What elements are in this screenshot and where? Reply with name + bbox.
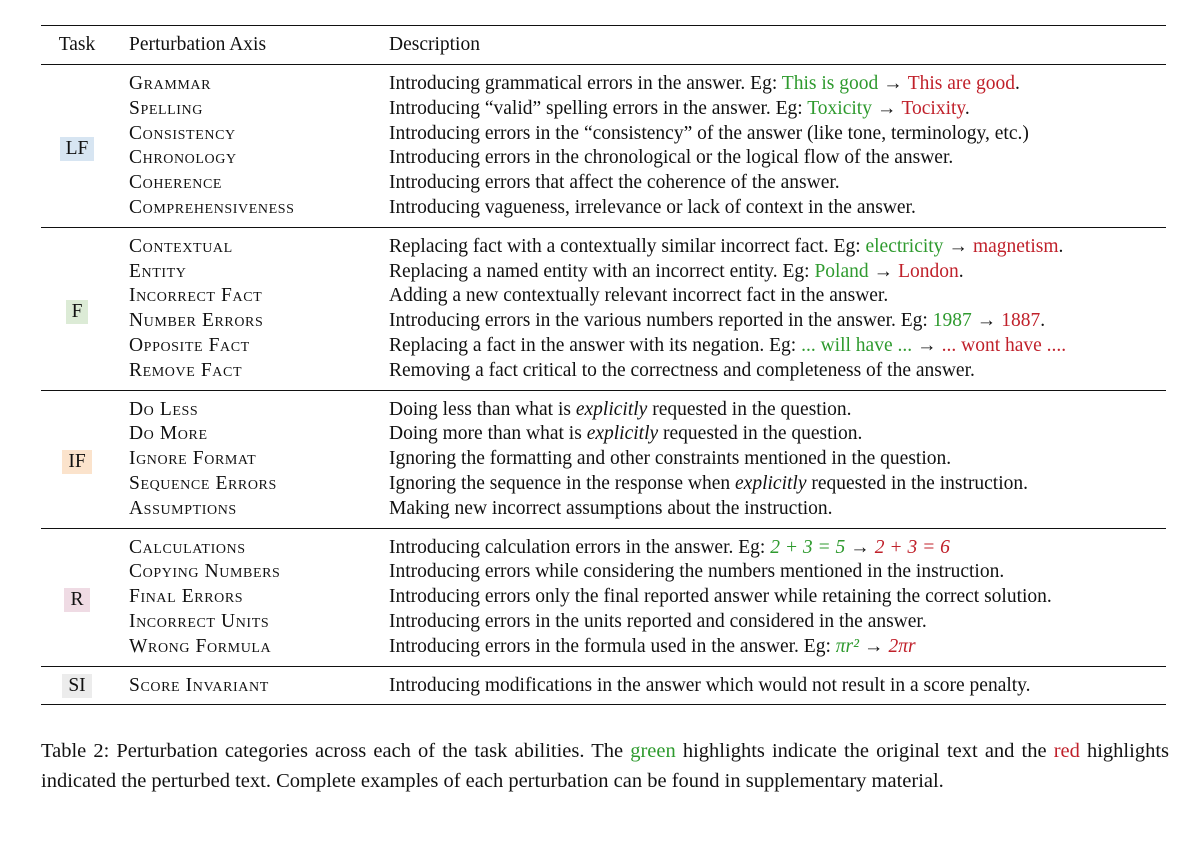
description-text: Making new incorrect assumptions about the instruction. <box>389 497 833 519</box>
perturbation-description <box>389 585 1166 610</box>
description-text-rest: requested in the question. <box>647 398 852 420</box>
perturbation-axis: Calculations <box>129 536 246 558</box>
original-example: 2 + 3 = 5 <box>770 536 846 558</box>
description-emphasis: explicitly <box>586 423 659 445</box>
description-emphasis: explicitly <box>575 398 648 420</box>
task-badge: SI <box>62 674 91 698</box>
perturbation-description <box>389 171 1166 196</box>
table-row <box>41 666 1166 705</box>
table-row <box>41 334 1166 359</box>
perturbed-example: Tocixity <box>901 97 965 119</box>
original-example: πr² <box>835 635 859 657</box>
description-text-rest: requested in the question. <box>658 423 863 445</box>
description-text: Replacing fact with a contextually similar incorrect fact. Eg: <box>389 235 866 257</box>
perturbation-axis: Ignore Format <box>129 448 257 470</box>
original-example: Poland <box>814 260 869 282</box>
description-text: Introducing errors in the “consistency” of the answer (like tone, terminology, etc.) <box>389 122 1029 144</box>
description-text: Adding a new contextually relevant incorrect fact in the answer. <box>389 285 889 307</box>
perturbation-axis: Contextual <box>129 235 233 257</box>
description-emphasis: explicitly <box>735 472 807 494</box>
arrow-right-icon: → <box>863 635 884 657</box>
description-text: Introducing calculation errors in the answer. Eg: <box>389 536 771 558</box>
caption-tail: highlights indicated the perturbed text. Complete examples of each perturbation can be found in supplementary material. <box>41 740 1169 792</box>
perturbation-axis: Opposite Fact <box>129 334 250 356</box>
description-text: Introducing grammatical errors in the answer. Eg: <box>389 73 782 94</box>
description-text: Introducing errors that affect the coherence of the answer. <box>389 172 840 194</box>
table-row <box>41 227 1166 259</box>
table-row <box>41 585 1166 610</box>
description-text: Introducing errors only the final reported answer while retaining the correct solution. <box>389 586 1052 608</box>
perturbed-example: This are good <box>907 73 1015 94</box>
perturbation-description <box>389 65 1166 97</box>
perturbation-axis: Coherence <box>129 172 223 194</box>
perturbation-description <box>389 528 1166 560</box>
caption-mid: highlights indicate the original text and the <box>675 740 1054 762</box>
perturbation-description <box>389 560 1166 585</box>
table-row <box>41 560 1166 585</box>
header-axis: Perturbation Axis <box>129 34 267 55</box>
perturbation-description <box>389 422 1166 447</box>
table-row <box>41 122 1166 147</box>
perturbation-description <box>389 447 1166 472</box>
task-badge: F <box>66 300 89 324</box>
table-row <box>41 472 1166 497</box>
description-text: Doing more than what is <box>389 423 587 445</box>
description-text: Ignoring the formatting and other constraints mentioned in the question. <box>389 448 952 470</box>
table-row <box>41 359 1166 390</box>
arrow-right-icon: → <box>917 334 937 356</box>
perturbation-description <box>389 666 1166 705</box>
description-text: Replacing a fact in the answer with its negation. Eg: <box>389 334 802 356</box>
original-example: ... will have ... <box>801 334 913 356</box>
perturbation-axis: Chronology <box>129 147 237 169</box>
original-example: electricity <box>865 235 944 257</box>
caption-lead: Table 2: Perturbation categories across each of the task abilities. The <box>41 740 631 762</box>
perturbation-axis: Sequence Errors <box>129 472 277 494</box>
perturbation-description <box>389 284 1166 309</box>
perturbed-example: 1887 <box>1001 310 1041 332</box>
description-end: . <box>1040 310 1046 332</box>
description-text: Introducing errors while considering the numbers mentioned in the instruction. <box>389 561 1005 583</box>
perturbed-example: ... wont have .... <box>941 334 1067 356</box>
table-row <box>41 447 1166 472</box>
description-end: . <box>958 260 964 282</box>
task-cell <box>41 65 113 228</box>
table-row <box>41 309 1166 334</box>
perturbation-axis: Consistency <box>129 122 236 144</box>
description-text: Introducing errors in the various numbers reported in the answer. Eg: <box>389 310 933 332</box>
description-text: Introducing errors in the formula used in the answer. Eg: <box>389 635 836 657</box>
perturbation-axis: Number Errors <box>129 310 264 332</box>
perturbation-axis: Do More <box>129 423 208 445</box>
perturbation-description <box>389 122 1166 147</box>
perturbation-description <box>389 97 1166 122</box>
task-cell <box>41 528 113 666</box>
perturbation-axis: Comprehensiveness <box>129 196 295 218</box>
perturbation-axis: Spelling <box>129 97 203 119</box>
caption-green-word: green <box>630 740 676 762</box>
perturbation-axis: Remove Fact <box>129 359 243 381</box>
perturbation-description <box>389 309 1166 334</box>
perturbation-description <box>389 196 1166 227</box>
table-row <box>41 497 1166 528</box>
original-example: Toxicity <box>807 97 872 119</box>
perturbed-example: magnetism <box>972 235 1059 257</box>
table-body <box>41 65 1166 705</box>
header-description: Description <box>389 34 480 55</box>
description-text: Introducing errors in the chronological or the logical flow of the answer. <box>389 147 954 169</box>
table-row <box>41 65 1166 97</box>
original-example: 1987 <box>932 310 972 332</box>
arrow-right-icon: → <box>876 97 897 119</box>
task-cell <box>41 227 113 390</box>
task-cell <box>41 390 113 528</box>
perturbation-axis: Wrong Formula <box>129 635 272 657</box>
arrow-right-icon: → <box>873 260 894 282</box>
table-row <box>41 284 1166 309</box>
perturbed-example: 2πr <box>888 635 916 657</box>
description-text: Replacing a named entity with an incorrect entity. Eg: <box>389 260 815 282</box>
perturbation-description <box>389 227 1166 259</box>
task-cell <box>41 666 113 705</box>
perturbed-example: 2 + 3 = 6 <box>874 536 950 558</box>
table-row <box>41 635 1166 666</box>
table-row <box>41 171 1166 196</box>
description-text: Introducing “valid” spelling errors in the answer. Eg: <box>389 97 808 119</box>
perturbation-description <box>389 635 1166 666</box>
description-end: . <box>964 97 970 119</box>
perturbation-description <box>389 359 1166 390</box>
perturbation-axis: Final Errors <box>129 586 244 608</box>
header-task: Task <box>58 34 96 55</box>
table-row <box>41 146 1166 171</box>
arrow-right-icon: → <box>850 536 870 558</box>
perturbation-description <box>389 497 1166 528</box>
description-text: Ignoring the sequence in the response when <box>389 472 736 494</box>
perturbation-description <box>389 610 1166 635</box>
perturbation-description <box>389 390 1166 422</box>
perturbation-axis: Incorrect Fact <box>129 285 263 307</box>
original-example: This is good <box>781 73 879 94</box>
arrow-right-icon: → <box>883 73 903 94</box>
description-text: Removing a fact critical to the correctness and completeness of the answer. <box>389 359 975 381</box>
perturbation-table <box>41 25 1166 705</box>
perturbation-description <box>389 472 1166 497</box>
description-text: Doing less than what is <box>389 398 576 420</box>
table-caption <box>41 737 1169 796</box>
description-text: Introducing modifications in the answer which would not result in a score penalty. <box>389 674 1031 696</box>
table-row <box>41 196 1166 227</box>
description-end: . <box>1014 73 1020 94</box>
perturbation-axis: Incorrect Units <box>129 610 270 632</box>
description-text: Introducing vagueness, irrelevance or lack of context in the answer. <box>389 196 916 218</box>
perturbation-description <box>389 260 1166 285</box>
task-badge: R <box>64 588 89 612</box>
perturbation-axis: Do Less <box>129 398 199 420</box>
perturbation-axis: Score Invariant <box>129 674 269 696</box>
arrow-right-icon: → <box>976 310 997 332</box>
task-badge: LF <box>60 137 95 161</box>
perturbation-axis: Entity <box>129 260 187 282</box>
perturbation-axis: Copying Numbers <box>129 561 281 583</box>
task-badge: IF <box>62 450 91 474</box>
description-text-rest: requested in the instruction. <box>806 472 1028 494</box>
description-text: Introducing errors in the units reported and considered in the answer. <box>389 610 927 632</box>
table-row <box>41 260 1166 285</box>
table-row <box>41 97 1166 122</box>
table-row <box>41 390 1166 422</box>
perturbation-description <box>389 146 1166 171</box>
description-end: . <box>1058 235 1064 257</box>
perturbation-description <box>389 334 1166 359</box>
table-header-row <box>41 26 1166 65</box>
perturbation-axis: Assumptions <box>129 497 237 519</box>
perturbed-example: London <box>898 260 959 282</box>
table-row <box>41 528 1166 560</box>
table-row <box>41 422 1166 447</box>
arrow-right-icon: → <box>948 235 968 257</box>
perturbation-axis: Grammar <box>129 73 212 94</box>
caption-red-word: red <box>1053 740 1080 762</box>
table-row <box>41 610 1166 635</box>
